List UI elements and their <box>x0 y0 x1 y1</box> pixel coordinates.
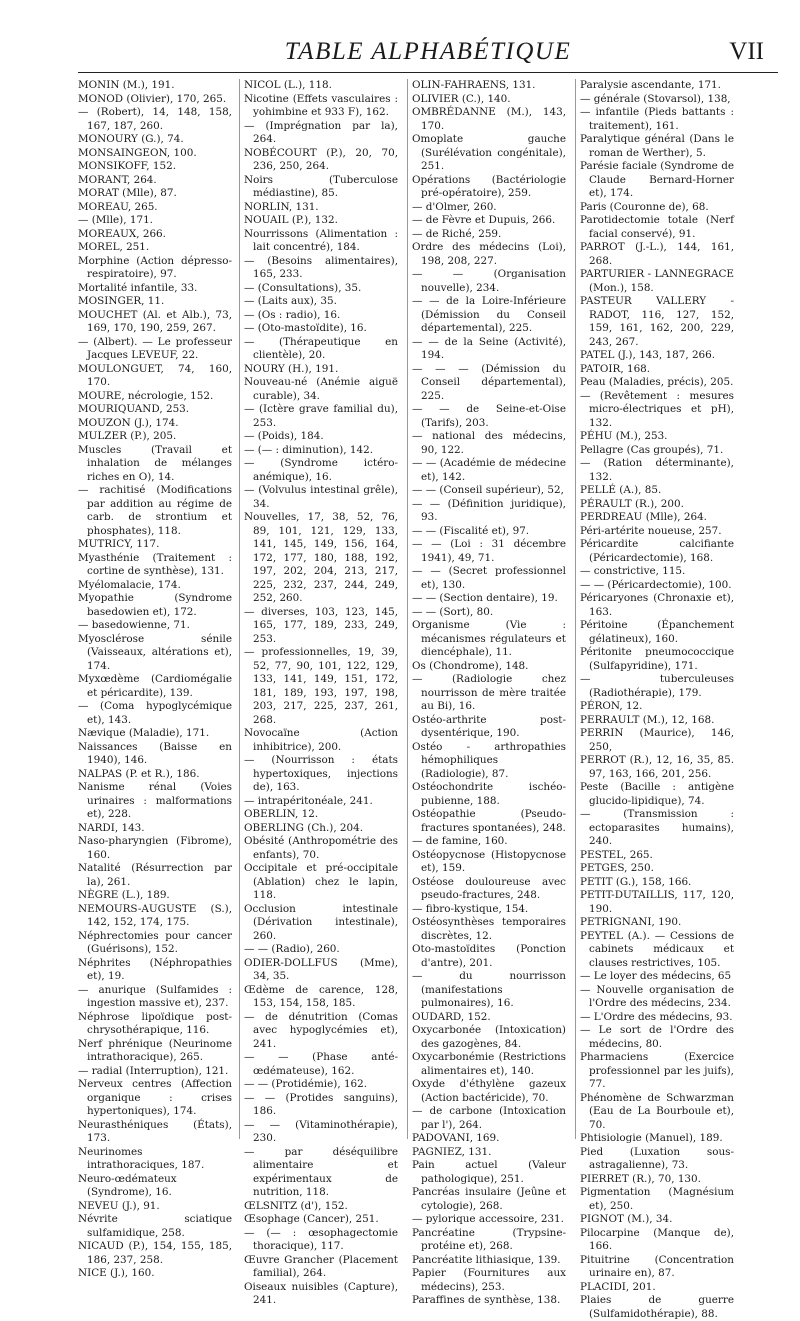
index-entry: PARTURIER - LANNEGRACE (Mon.), 158. <box>580 268 734 294</box>
index-entry: — (— : diminution), 142. <box>244 443 374 456</box>
index-entry: — Nouvelle organisation de l'Ordre des médecins, 234. <box>580 983 734 1009</box>
index-entry: Papier (Fournitures aux médecins), 253. <box>412 1267 566 1293</box>
index-entry: Nouveau-né (Anémie aiguë curable), 34. <box>244 376 398 402</box>
index-entry: MORAT (Mlle), 87. <box>78 187 177 199</box>
index-entry: Pancréatite lithiasique, 139. <box>412 1253 561 1266</box>
index-entry: — (Syndrome ictéro-anémique), 16. <box>244 457 398 483</box>
index-entry: Peau (Maladies, précis), 205. <box>580 376 734 388</box>
index-entry: Œdème de carence, 128, 153, 154, 158, 185. <box>244 983 398 1009</box>
index-entry: Myosclérose sénile (Vaisseaux, altérations et), 174. <box>78 632 232 672</box>
index-entry: — — (Radio), 260. <box>244 943 340 955</box>
index-entry: ŒLSNITZ (d'), 152. <box>244 1199 348 1212</box>
index-entry: Pied (Luxation sous-astragalienne), 73. <box>580 1145 734 1171</box>
index-entry: Parotidectomie totale (Nerf facial conservé), 91. <box>580 214 734 240</box>
index-entry: PIERRET (R.), 70, 130. <box>580 1172 701 1185</box>
index-entry: — (Albert). — Le professeur Jacques LEVEUF, 22. <box>78 335 232 361</box>
index-entry: NICE (J.), 160. <box>78 1267 155 1279</box>
index-columns <box>78 79 778 1320</box>
column-divider <box>575 79 576 1139</box>
column-divider <box>407 79 408 1139</box>
page-title: TABLE ALPHABÉTIQUE <box>284 38 572 65</box>
index-entry: — basedowienne, 71. <box>78 619 190 631</box>
index-entry: Nicotine (Effets vasculaires : yohimbine et 933 F), 162. <box>244 92 398 118</box>
index-entry: — (Consultations), 35. <box>244 281 362 294</box>
index-entry: Pain actuel (Valeur pathologique), 251. <box>412 1159 566 1185</box>
index-entry: Pituitrine (Concentration urinaire en), 87. <box>580 1253 734 1279</box>
index-entry: — de famine, 160. <box>412 835 508 847</box>
index-entry: Péricaryones (Chronaxie et), 163. <box>580 592 734 618</box>
index-entry: — (Besoins alimentaires), 165, 233. <box>244 254 398 280</box>
index-entry: Néphrectomies pour cancer (Guérisons), 152. <box>78 929 232 955</box>
page-number: VII <box>729 38 764 65</box>
index-entry: — (Robert), 14, 148, 158, 167, 187, 260. <box>78 106 232 132</box>
index-entry: Pellagre (Cas groupés), 71. <box>580 443 724 456</box>
index-entry: PERDREAU (Mlle), 264. <box>580 511 707 523</box>
index-entry: Nanisme rénal (Voies urinaires : malformations et), 228. <box>78 781 232 820</box>
index-entry: Natalité (Résurrection par la), 261. <box>78 862 232 888</box>
index-entry: PELLÉ (A.), 85. <box>580 484 662 496</box>
index-entry: Phtisiologie (Manuel), 189. <box>580 1132 723 1144</box>
index-entry: OBERLIN, 12. <box>244 808 319 820</box>
index-entry: Oxyde d'éthylène gazeux (Action bactéricide), 70. <box>412 1078 566 1104</box>
index-entry: PERROT (R.), 12, 16, 35, 85. 97, 163, 166, 201, 256. <box>580 754 734 780</box>
index-entry: Obésité (Anthropométrie des enfants), 70. <box>244 835 398 861</box>
index-entry: — — (Définition juridique), 93. <box>412 497 566 523</box>
index-entry: MOURE, nécrologie, 152. <box>78 389 214 402</box>
index-entry: MOUZON (J.), 174. <box>78 416 179 429</box>
index-entry: — constrictive, 115. <box>580 565 686 577</box>
index-entry: PIGNOT (M.), 34. <box>580 1213 673 1225</box>
index-entry: Pharmaciens (Exercice professionnel par les juifs), 77. <box>580 1051 734 1090</box>
index-entry: OMBRÉDANNE (M.), 143, 170. <box>412 106 566 132</box>
index-entry: Paralytique général (Dans le roman de Werther), 5. <box>580 133 734 159</box>
index-entry: Myopathie (Syndrome basedowien et), 172. <box>78 592 232 618</box>
index-entry: Péritoine (Épanchement gélatineux), 160. <box>580 619 734 645</box>
header-rule <box>78 72 778 73</box>
index-entry: Muscles (Travail et inhalation de mélanges riches en O), 14. <box>78 443 232 483</box>
index-entry: MORANT, 264. <box>78 173 157 186</box>
index-entry: — de dénutrition (Comas avec hypoglycémies et), 241. <box>244 1010 398 1050</box>
index-entry: MOUCHET (Al. et Alb.), 73, 169, 170, 190, 259, 267. <box>78 308 232 334</box>
index-entry: MOREL, 251. <box>78 241 150 253</box>
index-entry: — (Nourrisson : états hypertoxiques, injections de), 163. <box>244 754 398 793</box>
index-entry: OUDARD, 152. <box>412 1010 491 1023</box>
index-entry: ODIER-DOLLFUS (Mme), 34, 35. <box>244 956 398 982</box>
index-entry: — (Ictère grave familial du), 253. <box>244 403 398 429</box>
index-entry: — (Laits aux), 35. <box>244 295 337 307</box>
index-entry: OBERLING (Ch.), 204. <box>244 821 364 834</box>
index-entry: — Le loyer des médecins, 65 <box>580 970 732 982</box>
index-entry: Phénomène de Schwarzman (Eau de La Bourboule et), 70. <box>580 1091 734 1131</box>
index-entry: MOREAU, 265. <box>78 200 158 213</box>
index-entry: MONOD (Olivier), 170, 265. <box>78 92 227 105</box>
index-entry: MUTRICY, 117. <box>78 538 160 550</box>
index-entry: — (Radiologie chez nourrisson de mère traitée au Bi), 16. <box>412 673 566 712</box>
index-entry: Néphrites (Néphropathies et), 19. <box>78 956 232 982</box>
index-entry: — national des médecins, 90, 122. <box>412 430 566 456</box>
index-entry: OLIVIER (C.), 140. <box>412 92 511 105</box>
index-entry: Œuvre Grancher (Placement familial), 264. <box>244 1253 398 1279</box>
index-entry: PETIT (G.), 158, 166. <box>580 875 692 888</box>
index-entry: — — (Protides sanguins), 186. <box>244 1091 398 1117</box>
index-entry: Neurinomes intrathoraciques, 187. <box>78 1145 205 1171</box>
index-entry: Nerveux centres (Affection organique : crises hypertoniques), 174. <box>78 1078 232 1117</box>
index-entry: Paralysie ascendante, 171. <box>580 79 721 91</box>
index-entry: Novocaïne (Action inhibitrice), 200. <box>244 727 398 753</box>
index-entry: — — de Seine-et-Oise (Tarifs), 203. <box>412 403 566 429</box>
index-entry: — — — (Démission du Conseil départemental), 225. <box>412 362 566 402</box>
index-entry: Oto-mastoïdites (Ponction d'antre), 201. <box>412 943 566 969</box>
index-entry: — pylorique accessoire, 231. <box>412 1213 564 1225</box>
index-entry: — tuberculeuses (Radiothérapie), 179. <box>580 673 734 699</box>
index-entry: NEMOURS-AUGUSTE (S.), 142, 152, 174, 175. <box>78 902 232 928</box>
index-entry: MULZER (P.), 205. <box>78 430 177 442</box>
index-entry: Ostéo-arthrite post-dysentérique, 190. <box>412 713 566 739</box>
index-entry: Peste (Bacille : antigène glucido-lipidique), 74. <box>580 781 734 807</box>
index-entry: — — de la Seine (Activité), 194. <box>412 335 566 361</box>
index-entry: PAGNIEZ, 131. <box>412 1145 492 1158</box>
index-entry: Oiseaux nuisibles (Capture), 241. <box>244 1280 398 1306</box>
index-entry: — de Riché, 259. <box>412 227 502 240</box>
index-column-4 <box>580 79 734 1320</box>
index-entry: Oxycarbonémie (Restrictions alimentaires et), 140. <box>412 1051 566 1077</box>
index-entry: Ostéose douloureuse avec pseudo-fractures, 248. <box>412 875 566 901</box>
index-entry: — (Thérapeutique en clientèle), 20. <box>244 335 398 361</box>
index-entry: PLACIDI, 201. <box>580 1280 656 1293</box>
index-entry: PÉRAULT (R.), 200. <box>580 497 684 510</box>
index-entry: Nourrissons (Alimentation : lait concentré), 184. <box>244 227 398 253</box>
index-entry: NARDI, 143. <box>78 821 145 834</box>
index-entry: PERRIN (Maurice), 146, 250, <box>580 727 734 753</box>
index-entry: — — (Péricardectomie), 100. <box>580 578 732 591</box>
index-entry: — — (Académie de médecine et), 142. <box>412 457 566 483</box>
index-entry: Os (Chondrome), 148. <box>412 659 529 672</box>
index-entry: Noirs (Tuberculose médiastine), 85. <box>244 173 398 199</box>
index-entry: Ostéochondrite ischéo-pubienne, 188. <box>412 781 566 807</box>
index-entry: — — de la Loire-Inférieure (Démission du Conseil départemental), 225. <box>412 295 566 334</box>
index-entry: — (Oto-mastoïdite), 16. <box>244 322 367 334</box>
index-entry: Morphine (Action dépresso-respiratoire), 97. <box>78 254 232 280</box>
index-entry: Pilocarpine (Manque de), 166. <box>580 1226 734 1252</box>
index-entry: PÉHU (M.), 253. <box>580 430 668 442</box>
index-column-2 <box>244 79 398 1306</box>
index-entry: PARROT (J.-L.), 144, 161, 268. <box>580 241 734 267</box>
index-entry: Occipitale et pré-occipitale (Ablation) chez le lapin, 118. <box>244 862 398 901</box>
index-entry: — de Fèvre et Dupuis, 266. <box>412 214 556 226</box>
index-entry: PERRAULT (M.), 12, 168. <box>580 713 715 726</box>
index-entry: Ordre des médecins (Loi), 198, 208, 227. <box>412 241 566 267</box>
index-entry: Péricardite calcifiante (Péricardectomie), 168. <box>580 538 734 564</box>
index-entry: MONSIKOFF, 152. <box>78 160 177 172</box>
index-entry: NICAUD (P.), 154, 155, 185, 186, 237, 258. <box>78 1240 232 1266</box>
index-entry: — par déséquilibre alimentaire et expérimentaux de nutrition, 118. <box>244 1145 398 1198</box>
index-entry: OLIN-FAHRAENS, 131. <box>412 79 536 91</box>
index-entry: MOURIQUAND, 253. <box>78 403 190 415</box>
index-entry: Omoplate gauche (Surélévation congénitale), 251. <box>412 133 566 172</box>
index-entry: PÉRON, 12. <box>580 700 643 712</box>
index-entry: NORLIN, 131. <box>244 200 319 213</box>
index-entry: NICOL (L.), 118. <box>244 79 332 91</box>
index-entry: — d'Olmer, 260. <box>412 200 497 213</box>
index-entry: — (Revêtement : mesures micro-électriques et pH), 132. <box>580 389 734 429</box>
index-entry: — — (Protidémie), 162. <box>244 1078 368 1090</box>
column-divider <box>239 79 240 1139</box>
index-entry: — (Mlle), 171. <box>78 214 153 226</box>
index-entry: Ostéopathie (Pseudo-fractures spontanées), 248. <box>412 808 566 834</box>
index-entry: — — (Section dentaire), 19. <box>412 592 558 604</box>
index-entry: PESTEL, 265. <box>580 848 653 861</box>
index-entry: Myélomalacie, 174. <box>78 578 181 591</box>
index-entry: PASTEUR VALLERY - RADOT, 116, 127, 152, 159, 161, 162, 200, 229, 243, 267. <box>580 295 734 348</box>
index-entry: NÈGRE (L.), 189. <box>78 889 170 901</box>
index-entry: Mortalité infantile, 33. <box>78 281 198 294</box>
index-entry: — intrapéritonéale, 241. <box>244 794 373 807</box>
index-entry: Pigmentation (Magnésium et), 250. <box>580 1186 734 1212</box>
index-entry: — (Transmission : ectoparasites humains), 240. <box>580 808 734 847</box>
index-entry: MONIN (M.), 191. <box>78 79 175 91</box>
index-entry: — L'Ordre des médecins, 93. <box>580 1010 733 1023</box>
index-entry: Neurasthéniques (États), 173. <box>78 1118 232 1144</box>
index-entry: — du nourrisson (manifestations pulmonaires), 16. <box>412 970 566 1009</box>
index-entry: Œsophage (Cancer), 251. <box>244 1213 379 1225</box>
index-entry: Néphrose lipoïdique post-chrysothérapique, 116. <box>78 1010 232 1036</box>
index-entry: MOULONGUET, 74, 160, 170. <box>78 362 232 388</box>
index-entry: Ostéo - arthropathies hémophiliques (Radiologie), 87. <box>412 740 566 780</box>
index-entry: — — (Organisation nouvelle), 234. <box>412 268 566 294</box>
index-entry: PEYTEL (A.). — Cessions de cabinets médicaux et clauses restrictives, 105. <box>580 929 734 969</box>
index-entry: — (Imprégnation par la), 264. <box>244 119 398 145</box>
index-entry: — — (Loi : 31 décembre 1941), 49, 71. <box>412 538 566 564</box>
index-entry: Péri-artérite noueuse, 257. <box>580 524 722 537</box>
index-entry: — générale (Stovarsol), 138, <box>580 92 731 105</box>
index-entry: Organisme (Vie : mécanismes régulateurs et diencéphale), 11. <box>412 619 566 658</box>
index-entry: Opérations (Bactériologie pré-opératoire), 259. <box>412 173 566 199</box>
index-entry: Pancréas insulaire (Jeûne et cytologie), 268. <box>412 1186 566 1212</box>
index-entry: Naso-pharyngien (Fibrome), 160. <box>78 835 232 861</box>
index-entry: Myxœdème (Cardiomégalie et péricardite), 139. <box>78 673 232 699</box>
index-entry: — — (Sort), 80. <box>412 605 494 618</box>
index-entry: — — (Vitaminothérapie), 230. <box>244 1118 398 1144</box>
index-entry: — anurique (Sulfamides : ingestion massive et), 237. <box>78 983 232 1009</box>
index-entry: MONSAINGEON, 100. <box>78 146 197 159</box>
index-column-1 <box>78 79 232 1279</box>
index-entry: — professionnelles, 19, 39, 52, 77, 90, 101, 122, 129, 133, 141, 149, 151, 172, 181, 189, 193, 197, 198, 203, 217, 225, 237, 261, 268. <box>244 646 398 726</box>
index-entry: Neuro-œdémateux (Syndrome), 16. <box>78 1172 177 1198</box>
index-entry: NALPAS (P. et R.), 186. <box>78 767 200 780</box>
index-entry: Nerf phrénique (Neurinome intrathoracique), 265. <box>78 1037 232 1063</box>
index-entry: — Le sort de l'Ordre des médecins, 80. <box>580 1024 734 1050</box>
index-entry: NOUAIL (P.), 132. <box>244 214 338 226</box>
index-column-3 <box>412 79 566 1306</box>
index-entry: Ostéosynthèses temporaires discrètes, 12. <box>412 916 566 942</box>
index-entry: NOURY (H.), 191. <box>244 362 339 375</box>
index-entry: — radial (Interruption), 121. <box>78 1064 229 1077</box>
index-entry: — — (Conseil supérieur), 52, <box>412 484 564 496</box>
index-entry: Péritonite pneumococcique (Sulfapyridine), 171. <box>580 646 734 672</box>
index-entry: Occlusion intestinale (Dérivation intestinale), 260. <box>244 902 398 942</box>
index-entry: MOSINGER, 11. <box>78 295 165 307</box>
index-entry: Nævique (Maladie), 171. <box>78 727 210 739</box>
index-entry: Névrite sciatique sulfamidique, 258. <box>78 1213 232 1239</box>
index-entry: MOREAUX, 266. <box>78 227 166 240</box>
index-entry: — (Os : radio), 16. <box>244 308 341 321</box>
index-entry: PATOIR, 168. <box>580 362 651 375</box>
index-entry: — — (Secret professionnel et), 130. <box>412 565 566 591</box>
index-entry: Parésie faciale (Syndrome de Claude Bernard-Horner et), 174. <box>580 160 734 199</box>
index-entry: — — (Fiscalité et), 97. <box>412 524 530 537</box>
index-entry: Naissances (Baisse en 1940), 146. <box>78 740 232 766</box>
index-entry: — infantile (Pieds battants : traitement), 161. <box>580 106 734 132</box>
index-entry: — (Ration déterminante), 132. <box>580 457 734 483</box>
index-entry: — fibro-kystique, 154. <box>412 902 529 915</box>
index-entry: Nouvelles, 17, 38, 52, 76, 89, 101, 121, 129, 133, 141, 145, 149, 156, 164, 172, 177, 180, 188, 192, 197, 202, 204, 213, 217, 225, 232, 237, 244, 249, 252, 260. <box>244 511 398 604</box>
index-entry: — diverses, 103, 123, 145, 165, 177, 189, 233, 249, 253. <box>244 605 398 645</box>
index-entry: NOBÉCOURT (P.), 20, 70, 236, 250, 264. <box>244 146 398 172</box>
index-entry: PETRIGNANI, 190. <box>580 916 682 928</box>
index-entry: — — (Phase anté-œdémateuse), 162. <box>244 1051 398 1077</box>
index-entry: Plaies de guerre (Sulfamidothérapie), 88. <box>580 1294 734 1320</box>
index-entry: Pancréatine (Trypsine-protéine et), 268. <box>412 1226 566 1252</box>
index-entry: — rachitisé (Modifications par addition au régime de carb. de strontium et phosphates), 118. <box>78 484 232 537</box>
index-entry: MONOURY (G.), 74. <box>78 133 184 145</box>
index-entry: NEVEU (J.), 91. <box>78 1199 160 1212</box>
index-entry: Oxycarbonée (Intoxication) des gazogènes, 84. <box>412 1024 566 1050</box>
index-entry: Ostéopycnose (Histopycnose et), 159. <box>412 848 566 874</box>
index-entry: — (Coma hypoglycémique et), 143. <box>78 700 232 726</box>
index-entry: — de carbone (Intoxication par l'), 264. <box>412 1105 566 1131</box>
index-entry: PETGES, 250. <box>580 862 654 874</box>
index-entry: Paris (Couronne de), 68. <box>580 200 709 213</box>
index-entry: — (— : œsophagectomie thoracique), 117. <box>244 1226 398 1252</box>
index-entry: — (Volvulus intestinal grêle), 34. <box>244 484 398 510</box>
index-entry: Myasthénie (Traitement : cortine de synthèse), 131. <box>78 551 232 577</box>
index-entry: Paraffines de synthèse, 138. <box>412 1294 561 1306</box>
index-entry: PATEL (J.), 143, 187, 266. <box>580 349 716 361</box>
index-entry: — (Poids), 184. <box>244 430 324 442</box>
index-entry: PETIT-DUTAILLIS, 117, 120, 190. <box>580 889 734 915</box>
index-entry: PADOVANI, 169. <box>412 1132 500 1144</box>
